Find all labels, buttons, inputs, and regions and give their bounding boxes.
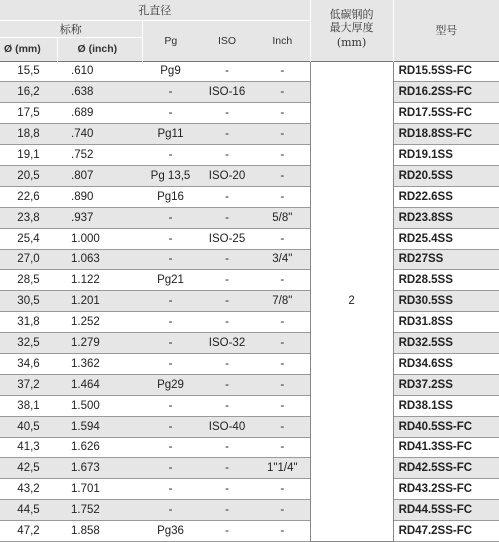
pg-cell: Pg16	[142, 186, 199, 207]
pg-cell: -	[142, 437, 199, 458]
mm-cell: 28,5	[0, 270, 57, 291]
mm-cell: 43,2	[0, 479, 57, 500]
mm-cell: 34,6	[0, 353, 57, 374]
inch-thread-cell: 1"1/4"	[255, 458, 310, 479]
model-cell: RD22.6SS	[393, 186, 499, 207]
iso-cell: -	[199, 353, 255, 374]
model-cell: RD30.5SS	[393, 291, 499, 312]
model-cell: RD17.5SS-FC	[393, 103, 499, 124]
iso-cell: -	[199, 312, 255, 333]
inch-thread-cell: -	[255, 145, 310, 166]
inch-cell: 1.594	[57, 416, 142, 437]
pg-cell: Pg36	[142, 521, 199, 542]
pg-cell: -	[142, 312, 199, 333]
inch-thread-cell: -	[255, 228, 310, 249]
iso-cell: -	[199, 458, 255, 479]
model-cell: RD47.2SS-FC	[393, 521, 499, 542]
inch-cell: 1.701	[57, 479, 142, 500]
inch-cell: .638	[57, 82, 142, 103]
thickness-header	[310, 0, 393, 61]
mm-cell: 47,2	[0, 521, 57, 542]
inch-cell: 1.673	[57, 458, 142, 479]
model-cell: RD32.5SS	[393, 333, 499, 354]
table-row	[0, 353, 499, 374]
inch-thread-cell: 5/8"	[255, 207, 310, 228]
thickness-cell: 2	[310, 61, 393, 541]
table-row	[0, 61, 499, 82]
table-row	[0, 395, 499, 416]
inch-thread-cell: -	[255, 312, 310, 333]
model-cell: RD23.8SS	[393, 207, 499, 228]
mm-cell: 31,8	[0, 312, 57, 333]
inch-cell: .807	[57, 165, 142, 186]
inch-thread-cell: -	[255, 61, 310, 82]
mm-cell: 17,5	[0, 103, 57, 124]
pg-cell: -	[142, 353, 199, 374]
inch-thread-cell: -	[255, 437, 310, 458]
hole-diameter-header: 孔直径	[0, 0, 310, 20]
inch-cell: 1.063	[57, 249, 142, 270]
pg-cell: -	[142, 82, 199, 103]
table-row	[0, 479, 499, 500]
model-header: 型号	[393, 0, 499, 61]
inch-cell: 1.000	[57, 228, 142, 249]
pg-cell: -	[142, 500, 199, 521]
mm-cell: 38,1	[0, 395, 57, 416]
inch-cell: .890	[57, 186, 142, 207]
pg-cell: -	[142, 291, 199, 312]
model-cell: RD25.4SS	[393, 228, 499, 249]
thickness-header-unit: (mm)	[336, 36, 367, 50]
mm-cell: 25,4	[0, 228, 57, 249]
pg-cell: -	[142, 458, 199, 479]
table-row	[0, 165, 499, 186]
mm-cell: 16,2	[0, 82, 57, 103]
inch-cell: .740	[57, 124, 142, 145]
nominal-header: 标称	[0, 20, 142, 37]
iso-cell: ISO-32	[199, 333, 255, 354]
table-row	[0, 207, 499, 228]
mm-cell: 18,8	[0, 124, 57, 145]
inch-cell: 1.122	[57, 270, 142, 291]
table-row	[0, 124, 499, 145]
pg-cell: -	[142, 145, 199, 166]
iso-cell: -	[199, 500, 255, 521]
iso-cell: -	[199, 291, 255, 312]
mm-cell: 40,5	[0, 416, 57, 437]
inch-cell: 1.464	[57, 374, 142, 395]
model-cell: RD19.1SS	[393, 145, 499, 166]
pg-cell: -	[142, 103, 199, 124]
inch-cell: 1.626	[57, 437, 142, 458]
iso-cell: -	[199, 145, 255, 166]
inch-thread-cell: -	[255, 103, 310, 124]
inch-thread-cell: -	[255, 521, 310, 542]
inch-thread-cell: -	[255, 270, 310, 291]
pg-cell: Pg21	[142, 270, 199, 291]
pg-cell: -	[142, 416, 199, 437]
table-row	[0, 458, 499, 479]
inch-thread-cell: -	[255, 186, 310, 207]
pg-cell: -	[142, 479, 199, 500]
table-row	[0, 500, 499, 521]
pg-cell: Pg 13,5	[142, 165, 199, 186]
iso-cell: -	[199, 374, 255, 395]
model-cell: RD42.5SS-FC	[393, 458, 499, 479]
inch-thread-cell: -	[255, 124, 310, 145]
iso-header: ISO	[199, 20, 255, 61]
model-cell: RD18.8SS-FC	[393, 124, 499, 145]
mm-cell: 27,0	[0, 249, 57, 270]
mm-cell: 37,2	[0, 374, 57, 395]
table-row	[0, 333, 499, 354]
inch-thread-cell: -	[255, 165, 310, 186]
table-row	[0, 270, 499, 291]
model-cell: RD41.3SS-FC	[393, 437, 499, 458]
mm-cell: 19,1	[0, 145, 57, 166]
iso-cell: -	[199, 395, 255, 416]
inch-diameter-header: Ø (inch)	[57, 37, 142, 61]
pg-cell: -	[142, 228, 199, 249]
table-row	[0, 291, 499, 312]
model-cell: RD40.5SS-FC	[393, 416, 499, 437]
pg-cell: -	[142, 249, 199, 270]
model-cell: RD31.8SS	[393, 312, 499, 333]
iso-cell: -	[199, 103, 255, 124]
iso-cell: -	[199, 521, 255, 542]
iso-cell: -	[199, 270, 255, 291]
iso-cell: -	[199, 437, 255, 458]
mm-cell: 15,5	[0, 61, 57, 82]
iso-cell: ISO-20	[199, 165, 255, 186]
inch-cell: 1.752	[57, 500, 142, 521]
inch-cell: 1.858	[57, 521, 142, 542]
pg-cell: Pg11	[142, 124, 199, 145]
pg-cell: -	[142, 207, 199, 228]
inch-cell: 1.201	[57, 291, 142, 312]
table-row	[0, 82, 499, 103]
inch-cell: .689	[57, 103, 142, 124]
mm-cell: 22,6	[0, 186, 57, 207]
model-cell: RD43.2SS-FC	[393, 479, 499, 500]
table-row	[0, 374, 499, 395]
table-row	[0, 145, 499, 166]
mm-cell: 23,8	[0, 207, 57, 228]
table-row	[0, 186, 499, 207]
iso-cell: -	[199, 61, 255, 82]
inch-cell: .610	[57, 61, 142, 82]
pg-cell: Pg29	[142, 374, 199, 395]
model-cell: RD28.5SS	[393, 270, 499, 291]
table-row	[0, 416, 499, 437]
inch-cell: .937	[57, 207, 142, 228]
table-row	[0, 437, 499, 458]
table-row	[0, 312, 499, 333]
mm-cell: 42,5	[0, 458, 57, 479]
inch-thread-cell: -	[255, 353, 310, 374]
model-cell: RD27SS	[393, 249, 499, 270]
iso-cell: -	[199, 479, 255, 500]
table-row	[0, 521, 499, 542]
mm-cell: 20,5	[0, 165, 57, 186]
iso-cell: ISO-25	[199, 228, 255, 249]
iso-cell: -	[199, 186, 255, 207]
thickness-header-line1: 低碳钢的	[329, 8, 374, 22]
pg-cell: -	[142, 333, 199, 354]
iso-cell: ISO-16	[199, 82, 255, 103]
inch-thread-cell: -	[255, 479, 310, 500]
mm-cell: 30,5	[0, 291, 57, 312]
inch-cell: .752	[57, 145, 142, 166]
model-cell: RD16.2SS-FC	[393, 82, 499, 103]
inch-thread-cell: -	[255, 374, 310, 395]
model-cell: RD15.5SS-FC	[393, 61, 499, 82]
inch-thread-cell: -	[255, 416, 310, 437]
table-row	[0, 103, 499, 124]
table-row	[0, 249, 499, 270]
model-cell: RD34.6SS	[393, 353, 499, 374]
inch-header: Inch	[255, 20, 310, 61]
iso-cell: -	[199, 124, 255, 145]
pg-cell: -	[142, 395, 199, 416]
inch-cell: 1.252	[57, 312, 142, 333]
thickness-header-line2: 最大厚度	[329, 21, 374, 35]
inch-cell: 1.500	[57, 395, 142, 416]
mm-cell: 44,5	[0, 500, 57, 521]
table-row	[0, 228, 499, 249]
mm-cell: 32,5	[0, 333, 57, 354]
iso-cell: -	[199, 249, 255, 270]
iso-cell: -	[199, 207, 255, 228]
model-cell: RD37.2SS	[393, 374, 499, 395]
inch-cell: 1.279	[57, 333, 142, 354]
pg-cell: Pg9	[142, 61, 199, 82]
inch-thread-cell: -	[255, 82, 310, 103]
pg-header: Pg	[142, 20, 199, 61]
inch-thread-cell: -	[255, 500, 310, 521]
mm-header: Ø (mm)	[0, 37, 57, 61]
model-cell: RD20.5SS	[393, 165, 499, 186]
inch-thread-cell: 7/8"	[255, 291, 310, 312]
inch-thread-cell: 3/4"	[255, 249, 310, 270]
inch-cell: 1.362	[57, 353, 142, 374]
model-cell: RD38.1SS	[393, 395, 499, 416]
mm-cell: 41,3	[0, 437, 57, 458]
table-body	[0, 61, 499, 541]
inch-thread-cell: -	[255, 395, 310, 416]
inch-thread-cell: -	[255, 333, 310, 354]
model-cell: RD44.5SS-FC	[393, 500, 499, 521]
iso-cell: ISO-40	[199, 416, 255, 437]
